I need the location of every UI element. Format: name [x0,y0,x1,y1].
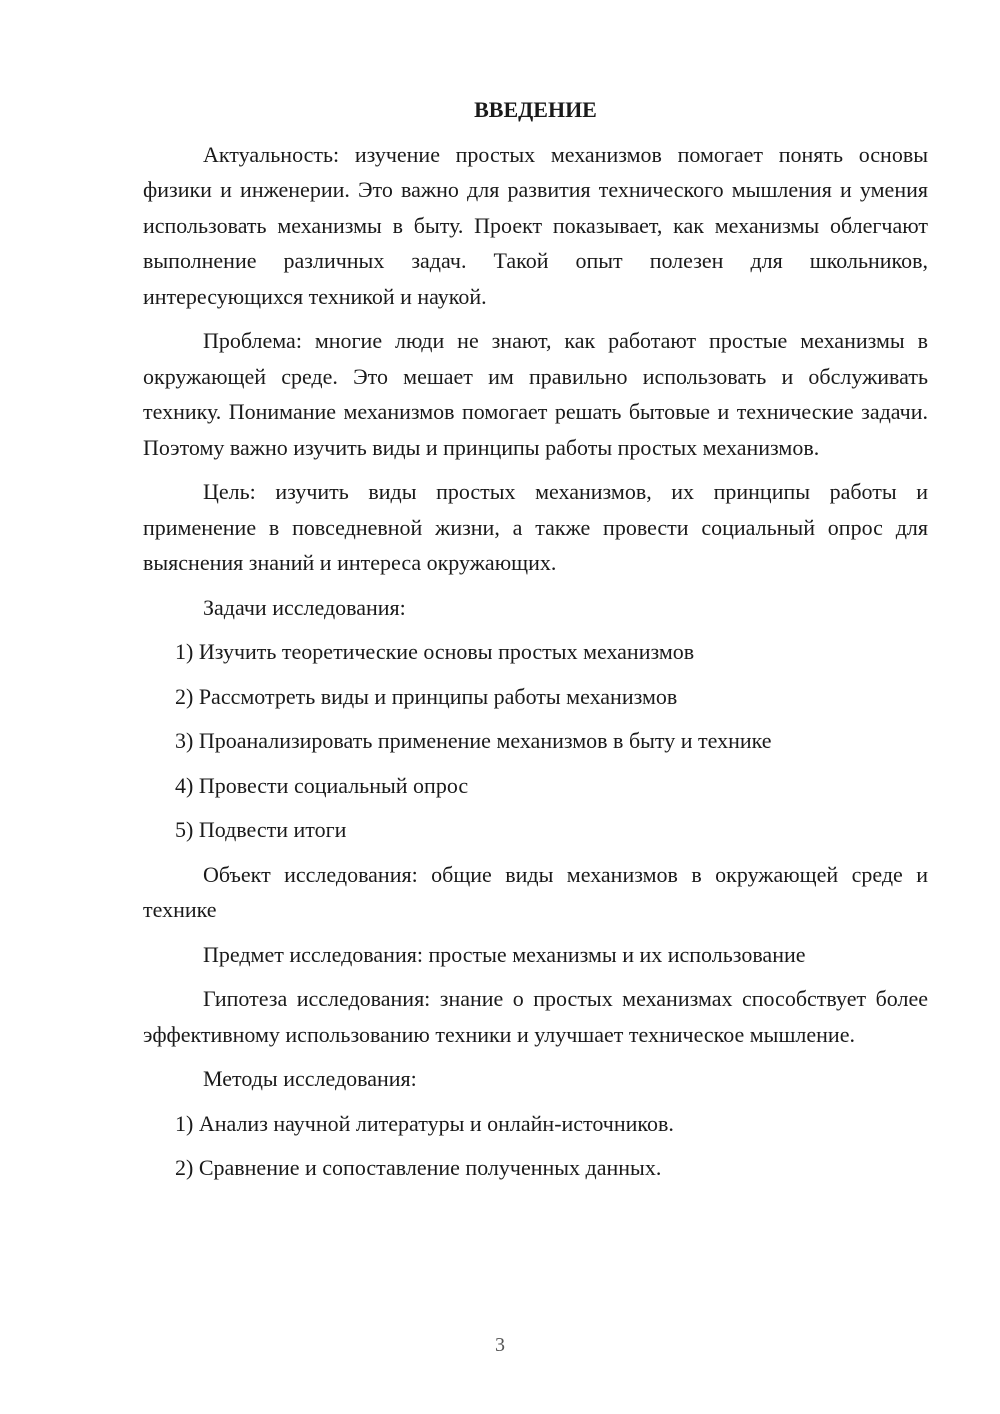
problem-paragraph: Проблема: многие люди не знают, как работают простые механизмы в окружающей среде. Это мешает им правильно использовать и обслуживать технику. Понимание механизмов помогает решать бытовые и технические задачи. Поэтому важно изучить виды и принципы работы простых механизмов. [143,328,928,460]
method-item-1: 1) Анализ научной литературы и онлайн-источников. [175,1110,674,1136]
task-item-3: 3) Проанализировать применение механизмов в быту и технике [175,728,772,753]
methods-label: Методы исследования: [203,1066,417,1091]
task-item-1: 1) Изучить теоретические основы простых механизмов [175,639,695,664]
page-number: 3 [495,1334,505,1356]
task-item-4: 4) Провести социальный опрос [175,772,469,798]
goal-paragraph: Цель: изучить виды простых механизмов, их принципы работы и применение в повседневной жизни, а также провести социальный опрос для выяснения знаний и интереса окружающих. [143,479,928,575]
object-paragraph: Объект исследования: общие виды механизмов в окружающей среде и технике [143,861,928,922]
relevance-paragraph: Актуальность: изучение простых механизмов помогает понять основы физики и инженерии. Это важно для развития технического мышления и умения использовать механизмы в быту. Проект показывает, как механизмы облегчают выполнение различных задач. Такой опыт полезен для школьников, интересующихся техникой и наукой. [143,141,928,309]
document-page [143,92,928,1195]
hypothesis-paragraph: Гипотеза исследования: знание о простых механизмах способствует более эффективному использованию техники и улучшает техническое мышление. [143,986,928,1047]
method-item-2: 2) Сравнение и сопоставление полученных данных. [175,1155,662,1180]
task-item-5: 5) Подвести итоги [175,817,347,842]
tasks-label: Задачи исследования: [203,594,406,620]
subject-paragraph: Предмет исследования: простые механизмы и их использование [203,941,806,967]
section-heading: ВВЕДЕНИЕ [474,97,597,122]
task-item-2: 2) Рассмотреть виды и принципы работы механизмов [175,683,678,709]
